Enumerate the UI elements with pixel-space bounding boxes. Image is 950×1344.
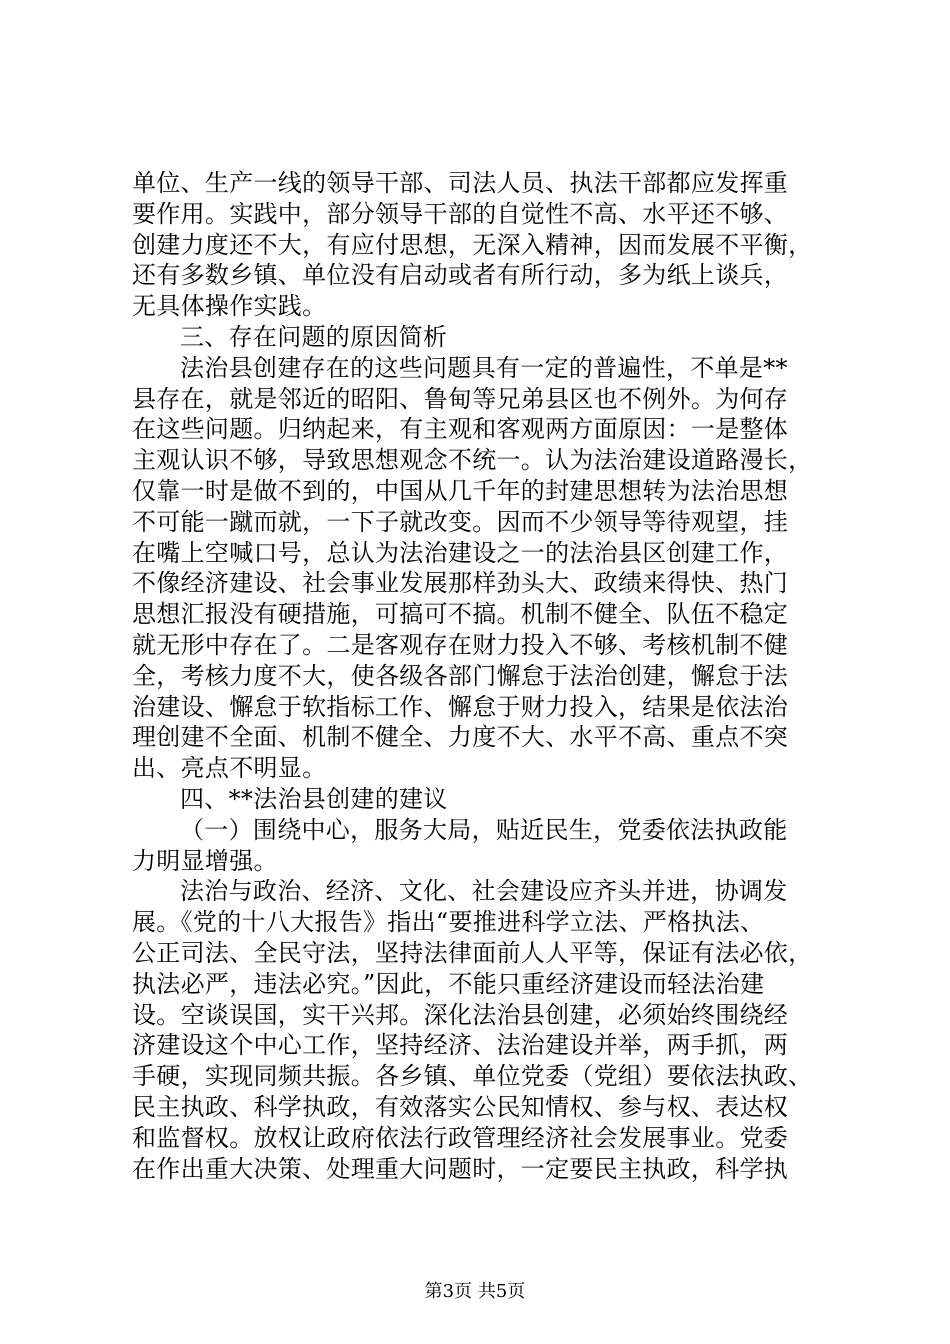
text-line: 不像经济建设、社会事业发展那样劲头大、政绩来得快、热门	[132, 569, 789, 598]
text-line: 仅靠一时是做不到的，中国从几千年的封建思想转为法治思想	[132, 476, 789, 505]
document-body	[132, 168, 832, 1184]
text-line: 力明显增强。	[132, 846, 278, 875]
text-line: 和监督权。放权让政府依法行政管理经济社会发展事业。党委	[132, 1123, 789, 1152]
text-line: 出、亮点不明显。	[132, 754, 327, 783]
text-line: 设。空谈误国，实干兴邦。深化法治县创建，必须始终围绕经	[132, 1000, 789, 1029]
text-line: 单位、生产一线的领导干部、司法人员、执法干部都应发挥重	[132, 169, 789, 197]
text-line: 还有多数乡镇、单位没有启动或者有所行动，多为纸上谈兵，	[132, 261, 789, 290]
text-line: 思想汇报没有硬措施，可搞可不搞。机制不健全、队伍不稳定	[132, 600, 789, 629]
text-line: 公正司法、全民守法，坚持法律面前人人平等，保证有法必依，	[132, 938, 813, 967]
text-line: 手硬，实现同频共振。各乡镇、单位党委（党组）要依法执政、	[132, 1062, 813, 1091]
text-line: 展。《党的十八大报告》指出“要推进科学立法、严格执法、	[132, 908, 765, 937]
text-line: 在作出重大决策、处理重大问题时，一定要民主执政，科学执	[132, 1154, 789, 1183]
text-line: 治建设、懈怠于软指标工作、懈怠于财力投入，结果是依法治	[132, 692, 789, 721]
text-line: 全，考核力度不大，使各级各部门懈怠于法治创建，懈怠于法	[132, 661, 789, 690]
text-line: 创建力度还不大，有应付思想，无深入精神，因而发展不平衡，	[132, 230, 813, 259]
text-line: 无具体操作实践。	[132, 292, 327, 321]
text-line: 要作用。实践中，部分领导干部的自觉性不高、水平还不够、	[132, 199, 789, 228]
text-line: 理创建不全面、机制不健全、力度不大、水平不高、重点不突	[132, 723, 789, 752]
text-line: 在嘴上空喊口号，总认为法治建设之一的法治县区创建工作，	[132, 538, 789, 567]
text-line: 济建设这个中心工作，坚持经济、法治建设并举，两手抓，两	[132, 1031, 789, 1060]
text-line: 不可能一蹴而就，一下子就改变。因而不少领导等待观望，挂	[132, 507, 789, 536]
text-line: 主观认识不够，导致思想观念不统一。认为法治建设道路漫长，	[132, 446, 813, 475]
text-line: 在这些问题。归纳起来，有主观和客观两方面原因：一是整体	[132, 415, 789, 444]
text-line: 法治县创建存在的这些问题具有一定的普遍性，不单是**	[180, 353, 788, 382]
text-line: 法治与政治、经济、文化、社会建设应齐头并进，协调发	[180, 877, 788, 906]
text-line: 三、存在问题的原因简析	[180, 322, 448, 351]
page-footer: 第3页 共5页	[424, 1281, 526, 1302]
text-line: 民主执政、科学执政，有效落实公民知情权、参与权、表达权	[132, 1092, 789, 1121]
text-line: 执法必严，违法必究。”因此，不能只重经济建设而轻法治建	[132, 969, 765, 998]
text-line: 县存在，就是邻近的昭阳、鲁甸等兄弟县区也不例外。为何存	[132, 384, 789, 413]
text-line: 四、**法治县创建的建议	[180, 784, 448, 813]
text-line: 就无形中存在了。二是客观存在财力投入不够、考核机制不健	[132, 630, 789, 659]
text-line: （一）围绕中心，服务大局，贴近民生，党委依法执政能	[180, 815, 788, 844]
